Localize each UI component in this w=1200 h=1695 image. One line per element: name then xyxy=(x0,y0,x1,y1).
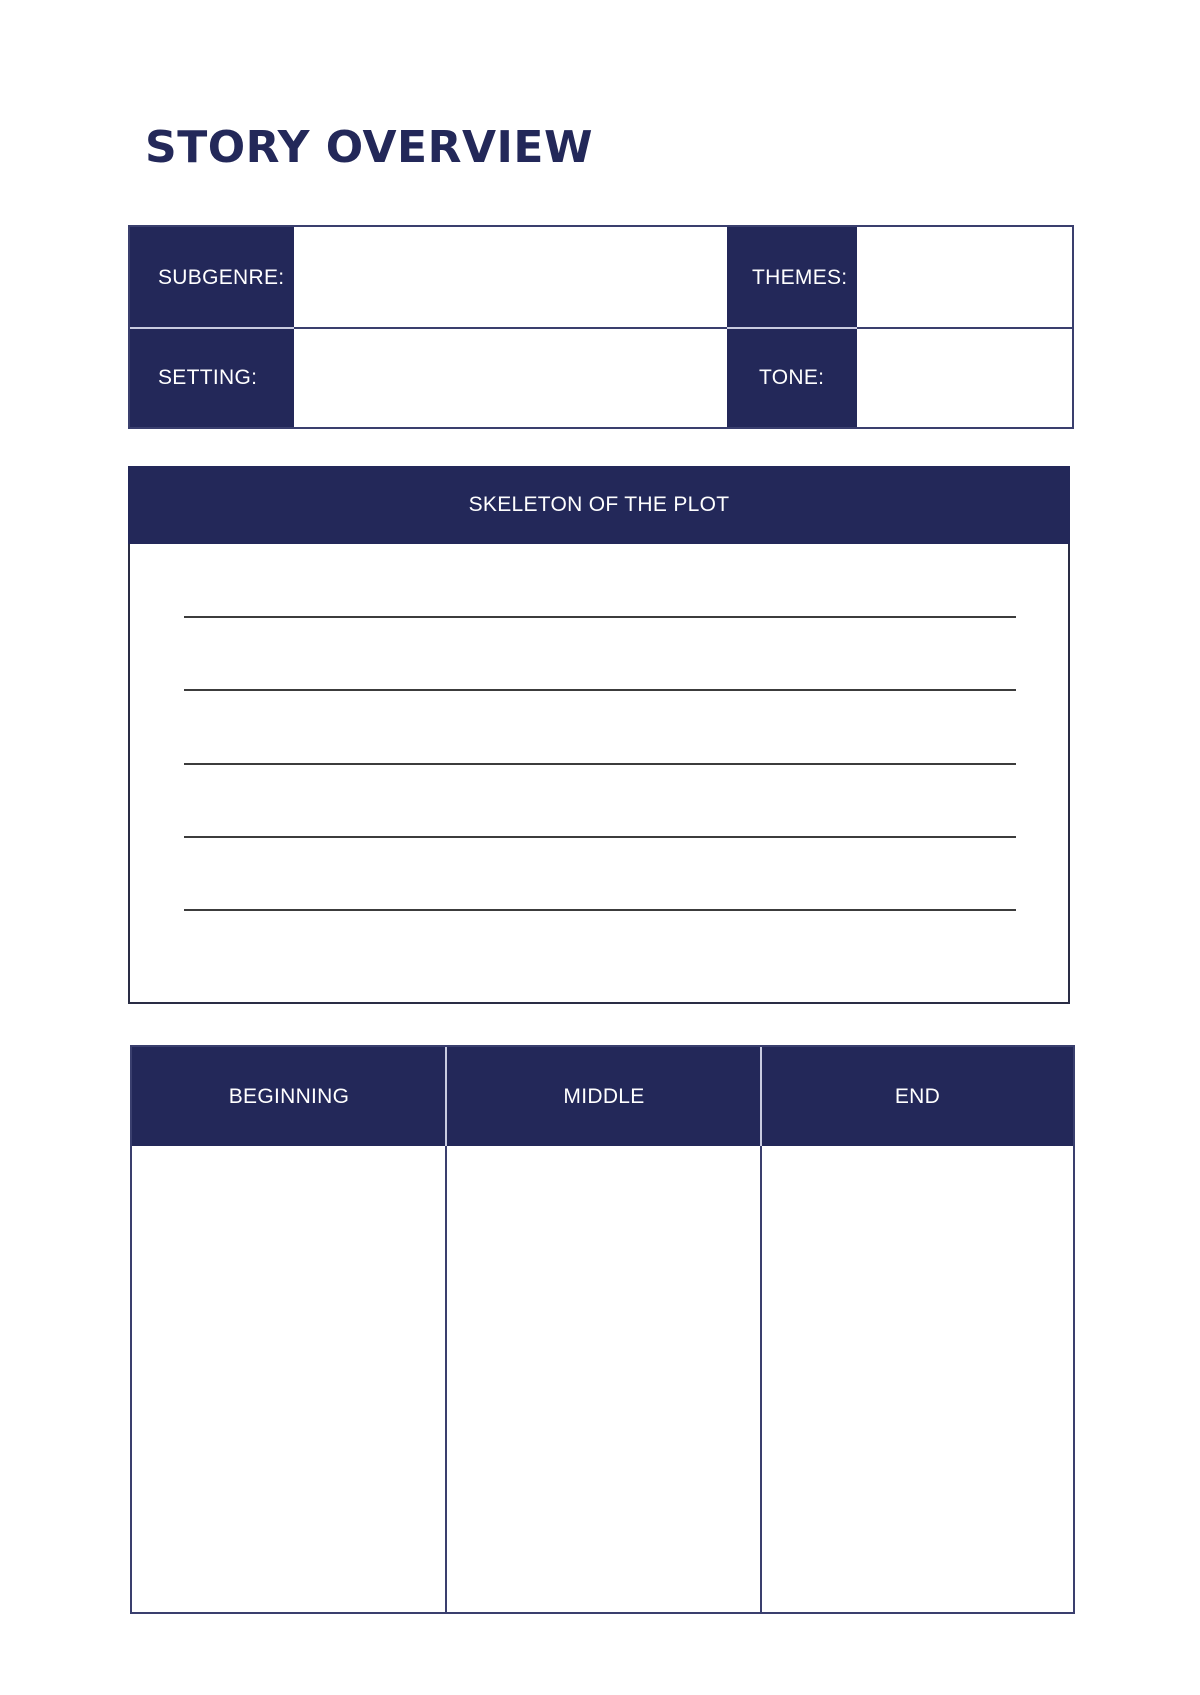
setting-label: SETTING: xyxy=(130,329,294,427)
header-divider xyxy=(445,1047,447,1146)
plot-line-3[interactable] xyxy=(184,763,1016,765)
plot-line-2[interactable] xyxy=(184,689,1016,691)
end-heading: END xyxy=(762,1047,1073,1146)
tone-label: TONE: xyxy=(727,329,857,427)
subgenre-field[interactable] xyxy=(296,227,727,327)
setting-field[interactable] xyxy=(296,329,727,427)
tone-field[interactable] xyxy=(859,329,1072,427)
beginning-heading: BEGINNING xyxy=(132,1047,446,1146)
plot-line-4[interactable] xyxy=(184,836,1016,838)
plot-skeleton-heading: SKELETON OF THE PLOT xyxy=(128,466,1070,544)
middle-column xyxy=(447,1047,761,1612)
beginning-column xyxy=(132,1047,446,1612)
page-title: STORY OVERVIEW xyxy=(145,122,593,173)
plot-line-5[interactable] xyxy=(184,909,1016,911)
plot-line-1[interactable] xyxy=(184,616,1016,618)
story-structure-table xyxy=(130,1045,1075,1614)
beginning-field[interactable] xyxy=(132,1146,446,1612)
middle-heading: MIDDLE xyxy=(447,1047,761,1146)
end-field[interactable] xyxy=(762,1146,1073,1612)
plot-skeleton-box xyxy=(128,466,1070,1004)
themes-field[interactable] xyxy=(859,227,1072,327)
overview-grid xyxy=(128,225,1074,429)
header-divider xyxy=(760,1047,762,1146)
middle-field[interactable] xyxy=(447,1146,761,1612)
end-column xyxy=(762,1047,1073,1612)
subgenre-label: SUBGENRE: xyxy=(130,227,294,328)
themes-label: THEMES: xyxy=(727,227,857,328)
